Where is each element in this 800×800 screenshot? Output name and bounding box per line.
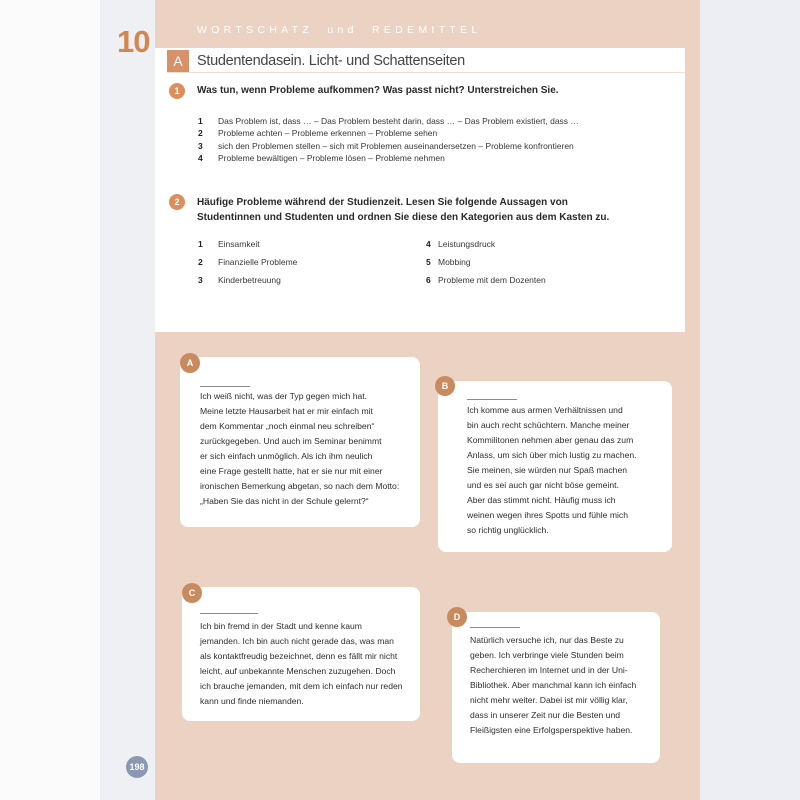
category-number: 1: [198, 239, 203, 249]
statement-line: zurückgegeben. Und auch im Seminar benimmt: [200, 436, 382, 446]
item-number: 1: [198, 116, 203, 126]
statement-line: nicht mehr weiter. Dabei ist mir völlig klar,: [470, 695, 628, 705]
item-text: Probleme achten – Probleme erkennen – Probleme sehen: [218, 128, 438, 138]
category-text: Leistungsdruck: [438, 239, 496, 249]
statement-line: Sie meinen, sie würden nur Spaß machen: [467, 465, 628, 475]
statement-badge-a: A: [180, 353, 200, 373]
statement-text-b: [467, 403, 637, 538]
statement-text-c: [200, 619, 403, 709]
statement-badge-c: C: [182, 583, 202, 603]
instruction-line: Studentinnen und Studenten und ordnen Sie diese den Kategorien aus dem Kasten zu.: [197, 212, 610, 223]
statement-line: ich brauche jemanden, mit dem ich einfach nur reden: [200, 681, 403, 691]
chapter-header-title: WORTSCHATZ und REDEMITTEL: [197, 24, 482, 36]
category-text: Probleme mit dem Dozenten: [438, 275, 546, 285]
answer-blank: [200, 386, 250, 387]
statement-line: als kontaktfreudig bezeichnet, denn es fällt mir nicht: [200, 651, 398, 661]
statement-line: bin auch recht schüchtern. Manche meiner: [467, 420, 630, 430]
statement-line: Anlass, um sich über mich lustig zu machen.: [467, 450, 637, 460]
item-number: 2: [198, 128, 203, 138]
answer-blank: [467, 399, 517, 400]
category-number: 3: [198, 275, 203, 285]
exercise-2-number: 2: [169, 194, 185, 210]
item-text: sich den Problemen stellen – sich mit Problemen auseinandersetzen – Probleme konfrontieren: [218, 141, 574, 151]
category-text: Finanzielle Probleme: [218, 257, 298, 267]
statement-text-a: [200, 389, 399, 509]
answer-blank: [200, 613, 258, 614]
statement-line: er sich einfach unmöglich. Als ich ihm neulich: [200, 451, 373, 461]
statement-line: geben. Ich verbringe viele Stunden beim: [470, 650, 624, 660]
statement-line: Kommilitonen nehmen aber genau das zum: [467, 435, 634, 445]
item-text: Das Problem ist, dass … – Das Problem besteht darin, dass … – Das Problem existiert, dass …: [218, 116, 579, 126]
statement-line: so richtig unglücklich.: [467, 525, 549, 535]
category-number: 4: [426, 239, 431, 249]
category-text: Einsamkeit: [218, 239, 260, 249]
item-number: 4: [198, 153, 203, 163]
category-number: 2: [198, 257, 203, 267]
statement-line: kann und finde niemanden.: [200, 696, 304, 706]
page-number: 198: [126, 756, 148, 778]
statement-line: weinen wegen ihres Spotts und fühle mich: [467, 510, 628, 520]
statement-badge-d: D: [447, 607, 467, 627]
statement-line: Fleißigsten eine Erfolgsperspektive haben.: [470, 725, 633, 735]
statement-line: Ich bin fremd in der Stadt und kenne kaum: [200, 621, 362, 631]
statement-line: Bibliothek. Aber manchmal kann ich einfach: [470, 680, 637, 690]
statement-line: und es sei auch gar nicht böse gemeint.: [467, 480, 619, 490]
statement-line: ironischen Bemerkung abgetan, so nach dem Motto:: [200, 481, 400, 491]
item-text: Probleme bewältigen – Probleme lösen – Probleme nehmen: [218, 153, 445, 163]
statement-line: Ich weiß nicht, was der Typ gegen mich hat.: [200, 391, 368, 401]
answer-blank: [470, 627, 520, 628]
category-number: 5: [426, 257, 431, 267]
chapter-number: 10: [117, 24, 150, 59]
statement-line: Aber das stimmt nicht. Häufig muss ich: [467, 495, 616, 505]
statement-line: dem Kommentar „noch einmal neu schreiben“: [200, 421, 375, 431]
section-divider: [167, 72, 685, 73]
statement-line: eine Frage gestellt hatte, hat er sie nur mit einer: [200, 466, 383, 476]
section-letter-badge: A: [167, 50, 189, 72]
statement-line: Natürlich versuche ich, nur das Beste zu: [470, 635, 624, 645]
statement-line: dass in unserer Zeit nur die Besten und: [470, 710, 621, 720]
statement-line: „Haben Sie das nicht in der Schule gelernt?“: [200, 496, 369, 506]
statement-badge-b: B: [435, 376, 455, 396]
exercise-2-instruction: [197, 195, 609, 225]
statement-line: jemanden. Ich bin auch nicht gerade das, was man: [200, 636, 394, 646]
statement-line: Recherchieren im Internet und in der Uni-: [470, 665, 628, 675]
category-number: 6: [426, 275, 431, 285]
category-text: Kinderbetreuung: [218, 275, 281, 285]
item-number: 3: [198, 141, 203, 151]
section-title: Studentendasein. Licht- und Schattenseiten: [197, 53, 465, 69]
exercise-1-instruction: Was tun, wenn Probleme aufkommen? Was passt nicht? Unterstreichen Sie.: [197, 85, 559, 96]
instruction-line: Häufige Probleme während der Studienzeit. Lesen Sie folgende Aussagen von: [197, 197, 568, 208]
right-margin: [700, 0, 800, 800]
exercise-1-number: 1: [169, 83, 185, 99]
statement-line: Meine letzte Hausarbeit hat er mir einfach mit: [200, 406, 373, 416]
statement-text-d: [470, 633, 636, 738]
statement-line: Ich komme aus armen Verhältnissen und: [467, 405, 623, 415]
category-text: Mobbing: [438, 257, 471, 267]
statement-line: leicht, auf unbekannte Menschen zuzugehen. Doch: [200, 666, 396, 676]
left-margin-strip: [100, 0, 155, 800]
